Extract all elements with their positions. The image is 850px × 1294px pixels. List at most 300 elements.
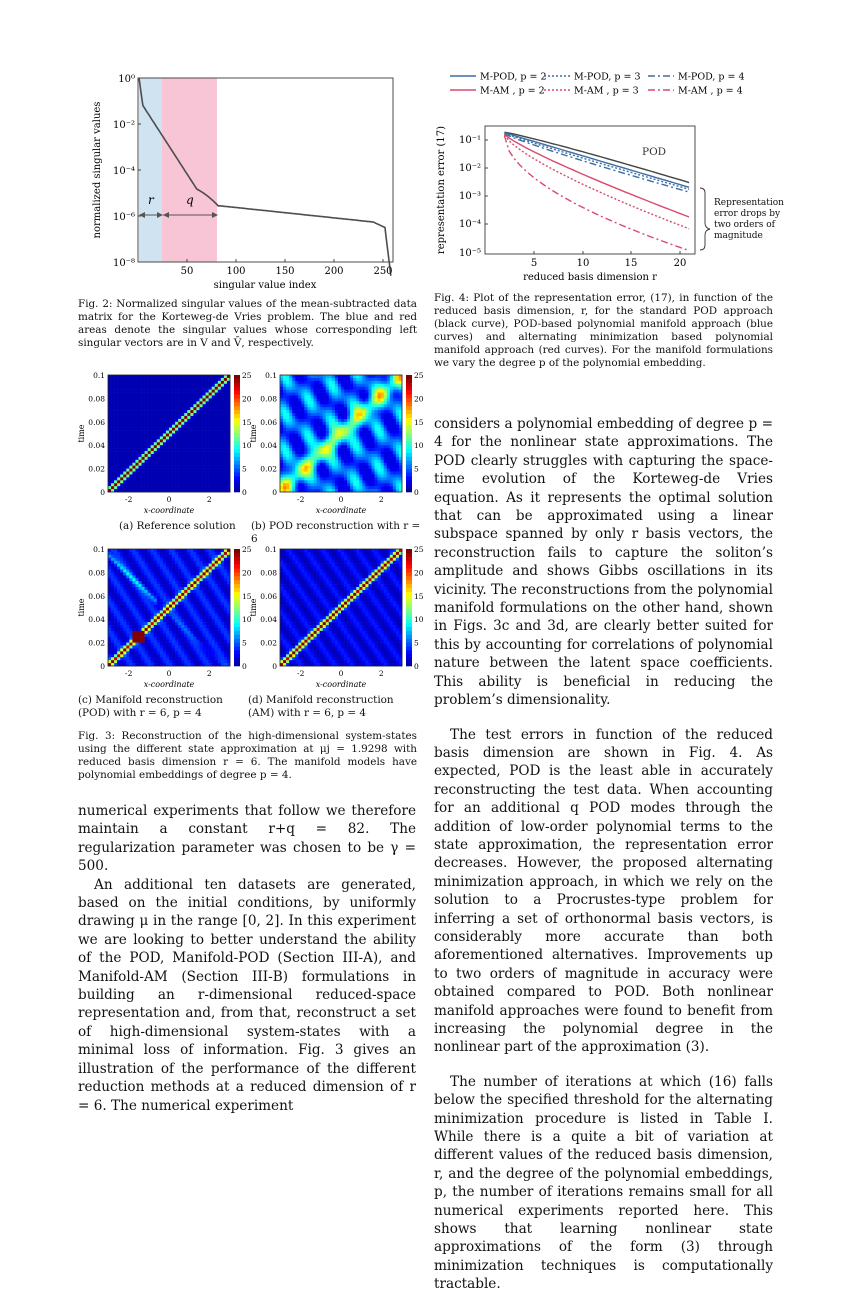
fig3-ytick: 0.04 xyxy=(88,615,105,624)
heatmap-cell xyxy=(166,398,169,401)
heatmap-cell xyxy=(172,637,175,640)
heatmap-cell xyxy=(148,404,151,407)
heatmap-cell xyxy=(298,384,301,387)
heatmap-cell xyxy=(353,448,356,451)
heatmap-cell xyxy=(135,378,138,381)
heatmap-cell xyxy=(283,387,286,390)
heatmap-cell xyxy=(169,381,172,384)
heatmap-cell xyxy=(139,555,142,558)
heatmap-cell xyxy=(148,654,151,657)
heatmap-cell xyxy=(212,431,215,434)
heatmap-cell xyxy=(295,434,298,437)
heatmap-cell xyxy=(341,428,344,431)
heatmap-cell xyxy=(129,558,132,561)
heatmap-cell xyxy=(356,451,359,454)
heatmap-cell xyxy=(178,572,181,575)
heatmap-cell xyxy=(160,425,163,428)
heatmap-cell xyxy=(169,439,172,442)
heatmap-cell xyxy=(224,631,227,634)
heatmap-cell xyxy=(190,410,193,413)
heatmap-cell xyxy=(338,477,341,480)
heatmap-cell xyxy=(196,584,199,587)
heatmap-cell xyxy=(117,578,120,581)
heatmap-cell xyxy=(387,483,390,486)
heatmap-cell xyxy=(169,657,172,660)
heatmap-cell xyxy=(151,422,154,425)
heatmap-cell xyxy=(362,457,365,460)
heatmap-cell xyxy=(123,549,126,552)
colorbar-cell xyxy=(234,453,240,457)
heatmap-cell xyxy=(178,416,181,419)
heatmap-cell xyxy=(378,469,381,472)
heatmap-cell xyxy=(111,378,114,381)
heatmap-cell xyxy=(341,480,344,483)
heatmap-cell xyxy=(126,605,129,608)
heatmap-cell xyxy=(166,593,169,596)
heatmap-cell xyxy=(114,602,117,605)
heatmap-cell xyxy=(187,657,190,660)
heatmap-cell xyxy=(209,648,212,651)
heatmap-cell xyxy=(145,381,148,384)
heatmap-cell xyxy=(145,619,148,622)
heatmap-cell xyxy=(129,593,132,596)
heatmap-cell xyxy=(221,463,224,466)
heatmap-cell xyxy=(123,463,126,466)
heatmap-cell xyxy=(329,472,332,475)
heatmap-cell xyxy=(193,596,196,599)
heatmap-cell xyxy=(175,552,178,555)
heatmap-cell xyxy=(326,483,329,486)
heatmap-cell xyxy=(108,384,111,387)
heatmap-cell xyxy=(280,390,283,393)
heatmap-cell xyxy=(323,425,326,428)
heatmap-cell xyxy=(111,398,114,401)
heatmap-cell xyxy=(283,416,286,419)
heatmap-cell xyxy=(172,610,175,613)
heatmap-cell xyxy=(212,593,215,596)
heatmap-cell xyxy=(108,422,111,425)
heatmap-cell xyxy=(378,436,381,439)
heatmap-cell xyxy=(111,448,114,451)
heatmap-cell xyxy=(142,395,145,398)
heatmap-cell xyxy=(326,422,329,425)
heatmap-cell xyxy=(362,422,365,425)
heatmap-cell xyxy=(332,439,335,442)
heatmap-cell xyxy=(372,419,375,422)
heatmap-cell xyxy=(175,384,178,387)
heatmap-cell xyxy=(221,451,224,454)
heatmap-cell xyxy=(126,436,129,439)
heatmap-cell xyxy=(178,578,181,581)
heatmap-cell xyxy=(200,552,203,555)
heatmap-cell xyxy=(145,549,148,552)
heatmap-cell xyxy=(123,648,126,651)
heatmap-cell xyxy=(193,454,196,457)
heatmap-cell xyxy=(215,660,218,663)
heatmap-cell xyxy=(307,413,310,416)
heatmap-cell xyxy=(160,569,163,572)
heatmap-cell xyxy=(126,439,129,442)
heatmap-cell xyxy=(209,602,212,605)
heatmap-cell xyxy=(175,401,178,404)
heatmap-cell xyxy=(286,381,289,384)
heatmap-cell xyxy=(142,619,145,622)
heatmap-cell xyxy=(190,416,193,419)
heatmap-cell xyxy=(139,410,142,413)
heatmap-cell xyxy=(375,422,378,425)
heatmap-cell xyxy=(120,608,123,611)
heatmap-cell xyxy=(120,393,123,396)
heatmap-cell xyxy=(135,413,138,416)
heatmap-cell xyxy=(187,442,190,445)
heatmap-cell xyxy=(212,442,215,445)
heatmap-cell xyxy=(218,428,221,431)
heatmap-cell xyxy=(157,451,160,454)
heatmap-cell xyxy=(132,419,135,422)
heatmap-cell xyxy=(175,439,178,442)
heatmap-cell xyxy=(132,431,135,434)
heatmap-cell xyxy=(117,384,120,387)
heatmap-cell xyxy=(111,474,114,477)
heatmap-cell xyxy=(218,561,221,564)
heatmap-cell xyxy=(117,445,120,448)
heatmap-cell xyxy=(372,422,375,425)
heatmap-cell xyxy=(295,393,298,396)
heatmap-cell xyxy=(221,631,224,634)
heatmap-cell xyxy=(163,439,166,442)
heatmap-cell xyxy=(193,567,196,570)
heatmap-cell xyxy=(145,460,148,463)
heatmap-cell xyxy=(114,416,117,419)
heatmap-cell xyxy=(132,584,135,587)
heatmap-cell xyxy=(381,398,384,401)
heatmap-cell xyxy=(212,648,215,651)
heatmap-cell xyxy=(326,454,329,457)
heatmap-cell xyxy=(129,398,132,401)
heatmap-cell xyxy=(203,634,206,637)
heatmap-cell xyxy=(184,549,187,552)
heatmap-cell xyxy=(338,457,341,460)
heatmap-cell xyxy=(298,390,301,393)
heatmap-cell xyxy=(347,442,350,445)
heatmap-cell xyxy=(172,605,175,608)
heatmap-cell xyxy=(172,555,175,558)
heatmap-cell xyxy=(163,567,166,570)
heatmap-cell xyxy=(117,425,120,428)
heatmap-cell xyxy=(356,404,359,407)
heatmap-cell xyxy=(108,564,111,567)
heatmap-cell xyxy=(224,398,227,401)
heatmap-cell xyxy=(196,569,199,572)
heatmap-cell xyxy=(212,651,215,654)
heatmap-cell xyxy=(350,378,353,381)
heatmap-cell xyxy=(393,395,396,398)
heatmap-cell xyxy=(123,413,126,416)
colorbar-cell xyxy=(406,457,412,461)
heatmap-cell xyxy=(359,442,362,445)
heatmap-cell xyxy=(206,428,209,431)
heatmap-cell xyxy=(209,425,212,428)
heatmap-cell xyxy=(329,486,332,489)
heatmap-cell xyxy=(135,381,138,384)
heatmap-cell xyxy=(190,575,193,578)
heatmap-cell xyxy=(193,602,196,605)
heatmap-cell xyxy=(218,466,221,469)
heatmap-cell xyxy=(283,442,286,445)
heatmap-cell xyxy=(218,587,221,590)
heatmap-cell xyxy=(160,549,163,552)
heatmap-cell xyxy=(132,637,135,640)
heatmap-cell xyxy=(224,477,227,480)
heatmap-cell xyxy=(326,375,329,378)
fig3-xtick: -2 xyxy=(125,495,133,504)
heatmap-cell xyxy=(323,395,326,398)
heatmap-cell xyxy=(193,549,196,552)
heatmap-cell xyxy=(154,457,157,460)
colorbar-tick: 0 xyxy=(242,662,247,671)
heatmap-cell xyxy=(154,466,157,469)
heatmap-cell xyxy=(187,439,190,442)
heatmap-cell xyxy=(135,651,138,654)
heatmap-cell xyxy=(368,428,371,431)
heatmap-cell xyxy=(353,395,356,398)
heatmap-cell xyxy=(344,463,347,466)
heatmap-cell xyxy=(166,407,169,410)
heatmap-cell xyxy=(350,436,353,439)
heatmap-cell xyxy=(359,457,362,460)
heatmap-cell xyxy=(384,401,387,404)
heatmap-cell xyxy=(359,463,362,466)
heatmap-cell xyxy=(320,416,323,419)
heatmap-cell xyxy=(368,410,371,413)
heatmap-cell xyxy=(139,448,142,451)
heatmap-cell xyxy=(123,422,126,425)
heatmap-cell xyxy=(163,640,166,643)
heatmap-cell xyxy=(172,472,175,475)
heatmap-cell xyxy=(224,625,227,628)
heatmap-cell xyxy=(206,398,209,401)
heatmap-cell xyxy=(311,457,314,460)
heatmap-cell xyxy=(132,387,135,390)
heatmap-cell xyxy=(160,608,163,611)
heatmap-cell xyxy=(126,651,129,654)
heatmap-cell xyxy=(126,460,129,463)
heatmap-cell xyxy=(203,549,206,552)
heatmap-cell xyxy=(365,454,368,457)
heatmap-cell xyxy=(209,422,212,425)
heatmap-cell xyxy=(190,442,193,445)
heatmap-cell xyxy=(126,401,129,404)
heatmap-cell xyxy=(120,407,123,410)
heatmap-cell xyxy=(166,555,169,558)
heatmap-cell xyxy=(311,477,314,480)
heatmap-cell xyxy=(311,416,314,419)
colorbar-cell xyxy=(406,441,412,445)
heatmap-cell xyxy=(157,567,160,570)
heatmap-cell xyxy=(157,486,160,489)
heatmap-cell xyxy=(215,622,218,625)
heatmap-cell xyxy=(120,561,123,564)
heatmap-cell xyxy=(298,393,301,396)
heatmap-cell xyxy=(132,602,135,605)
heatmap-cell xyxy=(283,436,286,439)
heatmap-cell xyxy=(224,463,227,466)
heatmap-cell xyxy=(341,474,344,477)
heatmap-cell xyxy=(283,431,286,434)
heatmap-cell xyxy=(175,575,178,578)
heatmap-cell xyxy=(175,631,178,634)
heatmap-cell xyxy=(181,434,184,437)
heatmap-cell xyxy=(172,410,175,413)
heatmap-cell xyxy=(320,445,323,448)
heatmap-cell xyxy=(160,398,163,401)
heatmap-cell xyxy=(111,561,114,564)
heatmap-cell xyxy=(378,387,381,390)
heatmap-cell xyxy=(209,555,212,558)
heatmap-cell xyxy=(135,584,138,587)
heatmap-cell xyxy=(307,425,310,428)
heatmap-cell xyxy=(108,608,111,611)
heatmap-cell xyxy=(139,584,142,587)
heatmap-cell xyxy=(206,555,209,558)
heatmap-cell xyxy=(129,393,132,396)
heatmap-cell xyxy=(193,643,196,646)
heatmap-cell xyxy=(218,486,221,489)
heatmap-cell xyxy=(215,410,218,413)
heatmap-cell xyxy=(203,486,206,489)
heatmap-cell xyxy=(187,561,190,564)
heatmap-cell xyxy=(301,451,304,454)
heatmap-cell xyxy=(320,401,323,404)
heatmap-cell xyxy=(190,477,193,480)
heatmap-cell xyxy=(187,472,190,475)
heatmap-cell xyxy=(387,448,390,451)
heatmap-cell xyxy=(126,602,129,605)
heatmap-cell xyxy=(292,410,295,413)
heatmap-cell xyxy=(368,422,371,425)
heatmap-cell xyxy=(368,477,371,480)
heatmap-cell xyxy=(298,457,301,460)
heatmap-cell xyxy=(224,466,227,469)
heatmap-cell xyxy=(200,454,203,457)
heatmap-cell xyxy=(200,404,203,407)
heatmap-cell xyxy=(139,439,142,442)
heatmap-cell xyxy=(280,410,283,413)
heatmap-cell xyxy=(190,637,193,640)
heatmap-cell xyxy=(295,419,298,422)
heatmap-cell xyxy=(154,552,157,555)
heatmap-cell xyxy=(209,643,212,646)
heatmap-cell xyxy=(172,622,175,625)
heatmap-cell xyxy=(163,637,166,640)
heatmap-cell xyxy=(329,401,332,404)
heatmap-cell xyxy=(283,390,286,393)
heatmap-cell xyxy=(175,387,178,390)
heatmap-cell xyxy=(215,390,218,393)
heatmap-cell xyxy=(203,646,206,649)
heatmap-cell xyxy=(320,448,323,451)
heatmap-cell xyxy=(111,381,114,384)
heatmap-cell xyxy=(215,460,218,463)
heatmap-cell xyxy=(172,463,175,466)
heatmap-cell xyxy=(200,572,203,575)
heatmap-cell xyxy=(139,395,142,398)
heatmap-cell xyxy=(181,575,184,578)
heatmap-cell xyxy=(108,640,111,643)
heatmap-cell xyxy=(215,431,218,434)
heatmap-cell xyxy=(154,602,157,605)
heatmap-cell xyxy=(203,587,206,590)
heatmap-cell xyxy=(154,425,157,428)
heatmap-cell xyxy=(193,375,196,378)
heatmap-cell xyxy=(169,428,172,431)
heatmap-cell xyxy=(190,404,193,407)
heatmap-cell xyxy=(218,619,221,622)
heatmap-cell xyxy=(314,384,317,387)
heatmap-cell xyxy=(283,422,286,425)
heatmap-cell xyxy=(135,434,138,437)
heatmap-cell xyxy=(172,428,175,431)
heatmap-cell xyxy=(160,463,163,466)
heatmap-cell xyxy=(224,410,227,413)
heatmap-cell xyxy=(368,457,371,460)
heatmap-cell xyxy=(181,381,184,384)
heatmap-cell xyxy=(166,431,169,434)
heatmap-cell xyxy=(120,375,123,378)
heatmap-cell xyxy=(129,410,132,413)
heatmap-cell xyxy=(108,469,111,472)
heatmap-cell xyxy=(108,428,111,431)
heatmap-cell xyxy=(111,640,114,643)
heatmap-cell xyxy=(166,578,169,581)
heatmap-cell xyxy=(206,657,209,660)
heatmap-cell xyxy=(221,646,224,649)
heatmap-cell xyxy=(326,431,329,434)
heatmap-cell xyxy=(203,474,206,477)
heatmap-cell xyxy=(181,552,184,555)
heatmap-cell xyxy=(390,436,393,439)
heatmap-cell xyxy=(286,474,289,477)
heatmap-cell xyxy=(200,398,203,401)
heatmap-cell xyxy=(108,401,111,404)
heatmap-cell xyxy=(209,451,212,454)
heatmap-cell xyxy=(307,474,310,477)
heatmap-cell xyxy=(286,457,289,460)
heatmap-cell xyxy=(142,434,145,437)
heatmap-cell xyxy=(298,425,301,428)
heatmap-cell xyxy=(203,578,206,581)
heatmap-cell xyxy=(175,555,178,558)
heatmap-cell xyxy=(365,451,368,454)
heatmap-cell xyxy=(338,483,341,486)
heatmap-cell xyxy=(326,378,329,381)
heatmap-cell xyxy=(209,486,212,489)
heatmap-cell xyxy=(203,613,206,616)
heatmap-cell xyxy=(381,448,384,451)
heatmap-cell xyxy=(200,428,203,431)
heatmap-cell xyxy=(175,472,178,475)
heatmap-cell xyxy=(172,407,175,410)
heatmap-cell xyxy=(326,436,329,439)
heatmap-cell xyxy=(184,587,187,590)
heatmap-cell xyxy=(329,466,332,469)
heatmap-cell xyxy=(148,587,151,590)
heatmap-cell xyxy=(372,463,375,466)
heatmap-cell xyxy=(142,477,145,480)
heatmap-cell xyxy=(311,436,314,439)
heatmap-cell xyxy=(320,463,323,466)
heatmap-cell xyxy=(356,469,359,472)
